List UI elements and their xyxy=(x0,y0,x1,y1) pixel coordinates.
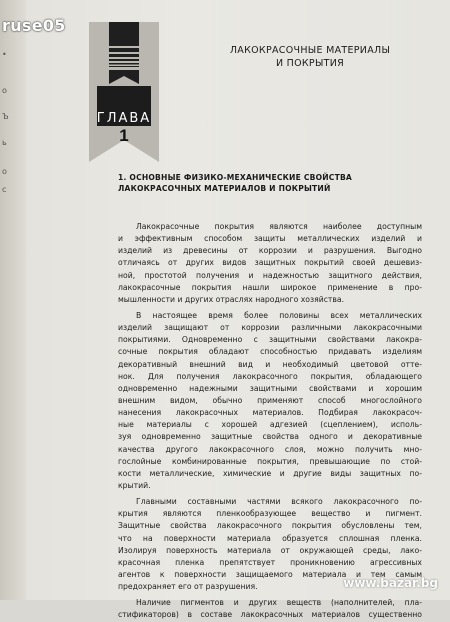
text-line: покрытиями. Одновременно с защитными свойствами лакокра- xyxy=(118,335,422,345)
text-line: декоративный внешний вид и необходимый цветовой отте- xyxy=(118,359,422,369)
text-line: внешним видом, обычно применяют способ многослойного xyxy=(118,395,422,405)
margin-mark: ь xyxy=(2,138,7,147)
text-line: Лакокрасочные покрытия являются наиболее доступным xyxy=(136,222,422,231)
text-line: Защитные свойства лакокрасочного покрытия обусловлены тем, xyxy=(118,521,422,531)
text-line: предохраняет его от разрушения. xyxy=(118,582,258,592)
text-line: сочные покрытия обладают способностью придавать изделиям xyxy=(118,347,422,357)
text-line: нок. Для получения лакокрасочного покрытия, обладающего xyxy=(118,371,422,381)
text-line: нанесения лакокрасочных материалов. Подбирая лакокрасоч- xyxy=(118,408,422,418)
text-line: мышленности и других отраслях народного хозяйства. xyxy=(118,294,345,304)
text-line: крытий. xyxy=(118,480,151,490)
text-line: агентов к поверхности защищаемого материала и тем самым xyxy=(118,569,422,579)
chapter-title xyxy=(222,44,398,70)
previous-page-margin xyxy=(0,0,26,600)
chapter-title-line: ЛАКОКРАСОЧНЫЕ МАТЕРИАЛЫ xyxy=(229,45,391,56)
text-line: В настоящее время более половины всех металлических xyxy=(136,310,422,320)
margin-mark: о xyxy=(2,167,7,176)
text-line: качества другого лакокрасочного слоя, можно получить мно- xyxy=(118,444,422,454)
text-line: изделий из древесины от коррозии и разрушения. Выгодно xyxy=(118,246,422,256)
text-line: что на поверхности материала образуется сплошная пленка. xyxy=(118,533,422,543)
text-line: ной, простотой получения и надежностью защитного действия, xyxy=(118,270,422,280)
text-line: изделий защищают от коррозии различными лакокрасочными xyxy=(118,323,422,333)
text-line: и эффективным способом защиты металлических изделий и xyxy=(118,234,422,244)
text-line: Изолируя поверхность материала от окружающей среды, лако- xyxy=(118,545,422,555)
margin-mark: о xyxy=(2,86,7,95)
text-line: ные материалы с хорошей адгезией (сцеплением), исполь- xyxy=(118,420,422,430)
section-heading-line: ЛАКОКРАСОЧНЫХ МАТЕРИАЛОВ И ПОКРЫТИЙ xyxy=(118,184,331,193)
text-line: Главными составными частями всякого лакокрасочного по- xyxy=(136,497,422,507)
margin-mark: • xyxy=(2,50,7,59)
text-line: кости металлические, химические и другие виды защитных по- xyxy=(118,468,422,478)
text-line: стификаторов) в составе лакокрасочных материалов существенно xyxy=(118,610,422,620)
text-line: крытия являются пленкообразующее вещество и пигмент. xyxy=(118,509,422,519)
text-line: одновременно надежными защитными свойствами и хорошим xyxy=(118,383,422,393)
watermark-corner: www.bazar.bg xyxy=(343,576,438,590)
section-heading-line: 1. ОСНОВНЫЕ ФИЗИКО-МЕХАНИЧЕСКИЕ СВОЙСТВА xyxy=(118,173,353,182)
text-line: отличаясь от других видов защитных покрытий своей дешевиз- xyxy=(118,258,422,268)
text-line: красочная пленка препятствует проникновению агрессивных xyxy=(118,557,422,567)
body-text xyxy=(118,221,422,622)
text-line: гослойные комбинированные покрытия, превышающие по стой- xyxy=(118,456,422,466)
text-line: Наличие пигментов и других веществ (наполнителей, пла- xyxy=(136,598,422,608)
section-heading xyxy=(118,172,418,194)
chapter-label: ГЛАВА xyxy=(96,111,152,126)
watermark-logo: ruse05 xyxy=(2,16,66,35)
margin-mark: Ъ xyxy=(2,112,9,121)
chapter-badge xyxy=(89,22,159,162)
text-line: зуя одновременно защитные свойства одного и декоративные xyxy=(118,432,422,442)
margin-mark: с xyxy=(2,185,7,194)
chapter-number: 1 xyxy=(119,126,129,145)
text-line: лакокрасочные покрытия нашли широкое применение в про- xyxy=(118,282,422,292)
chapter-title-line: И ПОКРЫТИЯ xyxy=(275,58,345,69)
